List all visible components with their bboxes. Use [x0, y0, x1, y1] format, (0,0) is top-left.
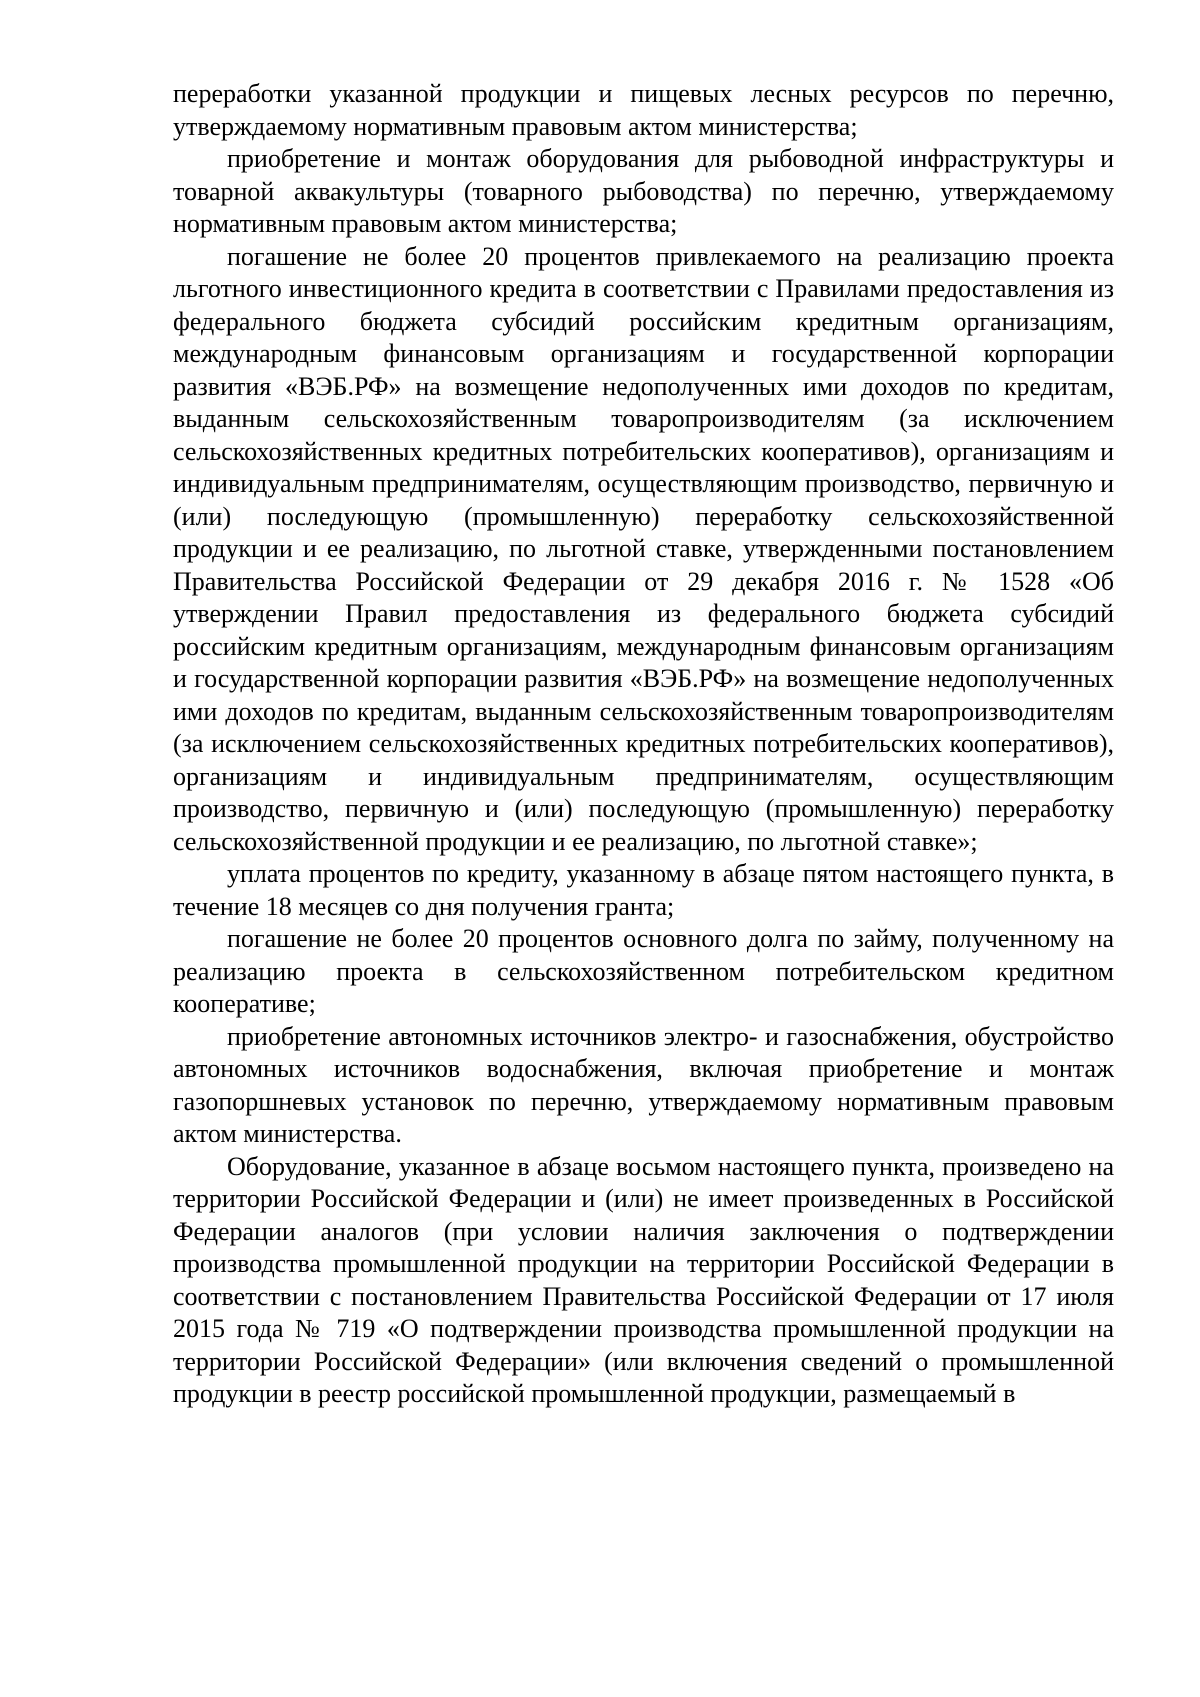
- paragraph-7: Оборудование, указанное в абзаце восьмом настоящего пункта, произведено на территории Российской Федерации и (или) не имеет произведенных в Российской Федерации аналогов (при условии наличия заключения о подтверждении производства промышленной продукции на территории Российской Федерации в соответствии с постановлением Правительства Российской Федерации от 17 июля 2015 года № 719 «О подтверждении производства промышленной продукции на территории Российской Федерации» (или включения сведений о промышленной продукции в реестр российской промышленной продукции, размещаемый в: [173, 1151, 1114, 1408]
- paragraph-6: приобретение автономных источников электро- и газоснабжения, обустройство автономных источников водоснабжения, включая приобретение и монтаж газопоршневых установок по перечню, утверждаемому нормативным правовым актом министерства.: [173, 1021, 1114, 1148]
- paragraph-1: переработки указанной продукции и пищевых лесных ресурсов по перечню, утверждаемому нормативным правовым актом министерства;: [173, 79, 1114, 141]
- document-body: [173, 78, 1114, 1411]
- paragraph-3: погашение не более 20 процентов привлекаемого на реализацию проекта льготного инвестиционного кредита в соответствии с Правилами предоставления из федерального бюджета субсидий российским кредитным организациям, международным финансовым организациям и государственной корпорации развития «ВЭБ.РФ» на возмещение недополученных ими доходов по кредитам, выданным сельскохозяйственным товаропроизводителям (за исключением сельскохозяйственных кредитных потребительских кооперативов), организациям и индивидуальным предпринимателям, осуществляющим производство, первичную и (или) последующую (промышленную) переработку сельскохозяйственной продукции и ее реализацию, по льготной ставке, утвержденными постановлением Правительства Российской Федерации от 29 декабря 2016 г. № 1528 «Об утверждении Правил предоставления из федерального бюджета субсидий российским кредитным организациям, международным финансовым организациям и государственной корпорации развития «ВЭБ.РФ» на возмещение недополученных ими доходов по кредитам, выданным сельскохозяйственным товаропроизводителям (за исключением сельскохозяйственных кредитных потребительских кооперативов), организациям и индивидуальным предпринимателям, осуществляющим производство, первичную и (или) последующую (промышленную) переработку сельскохозяйственной продукции и ее реализацию, по льготной ставке»;: [173, 241, 1114, 856]
- paragraph-5: погашение не более 20 процентов основного долга по займу, полученному на реализацию проекта в сельскохозяйственном потребительском кредитном кооперативе;: [173, 924, 1114, 1018]
- paragraph-2: приобретение и монтаж оборудования для рыбоводной инфраструктуры и товарной аквакультуры (товарного рыбоводства) по перечню, утверждаемому нормативным правовым актом министерства;: [173, 144, 1114, 238]
- paragraph-4: уплата процентов по кредиту, указанному в абзаце пятом настоящего пункта, в течение 18 месяцев со дня получения гранта;: [173, 859, 1114, 921]
